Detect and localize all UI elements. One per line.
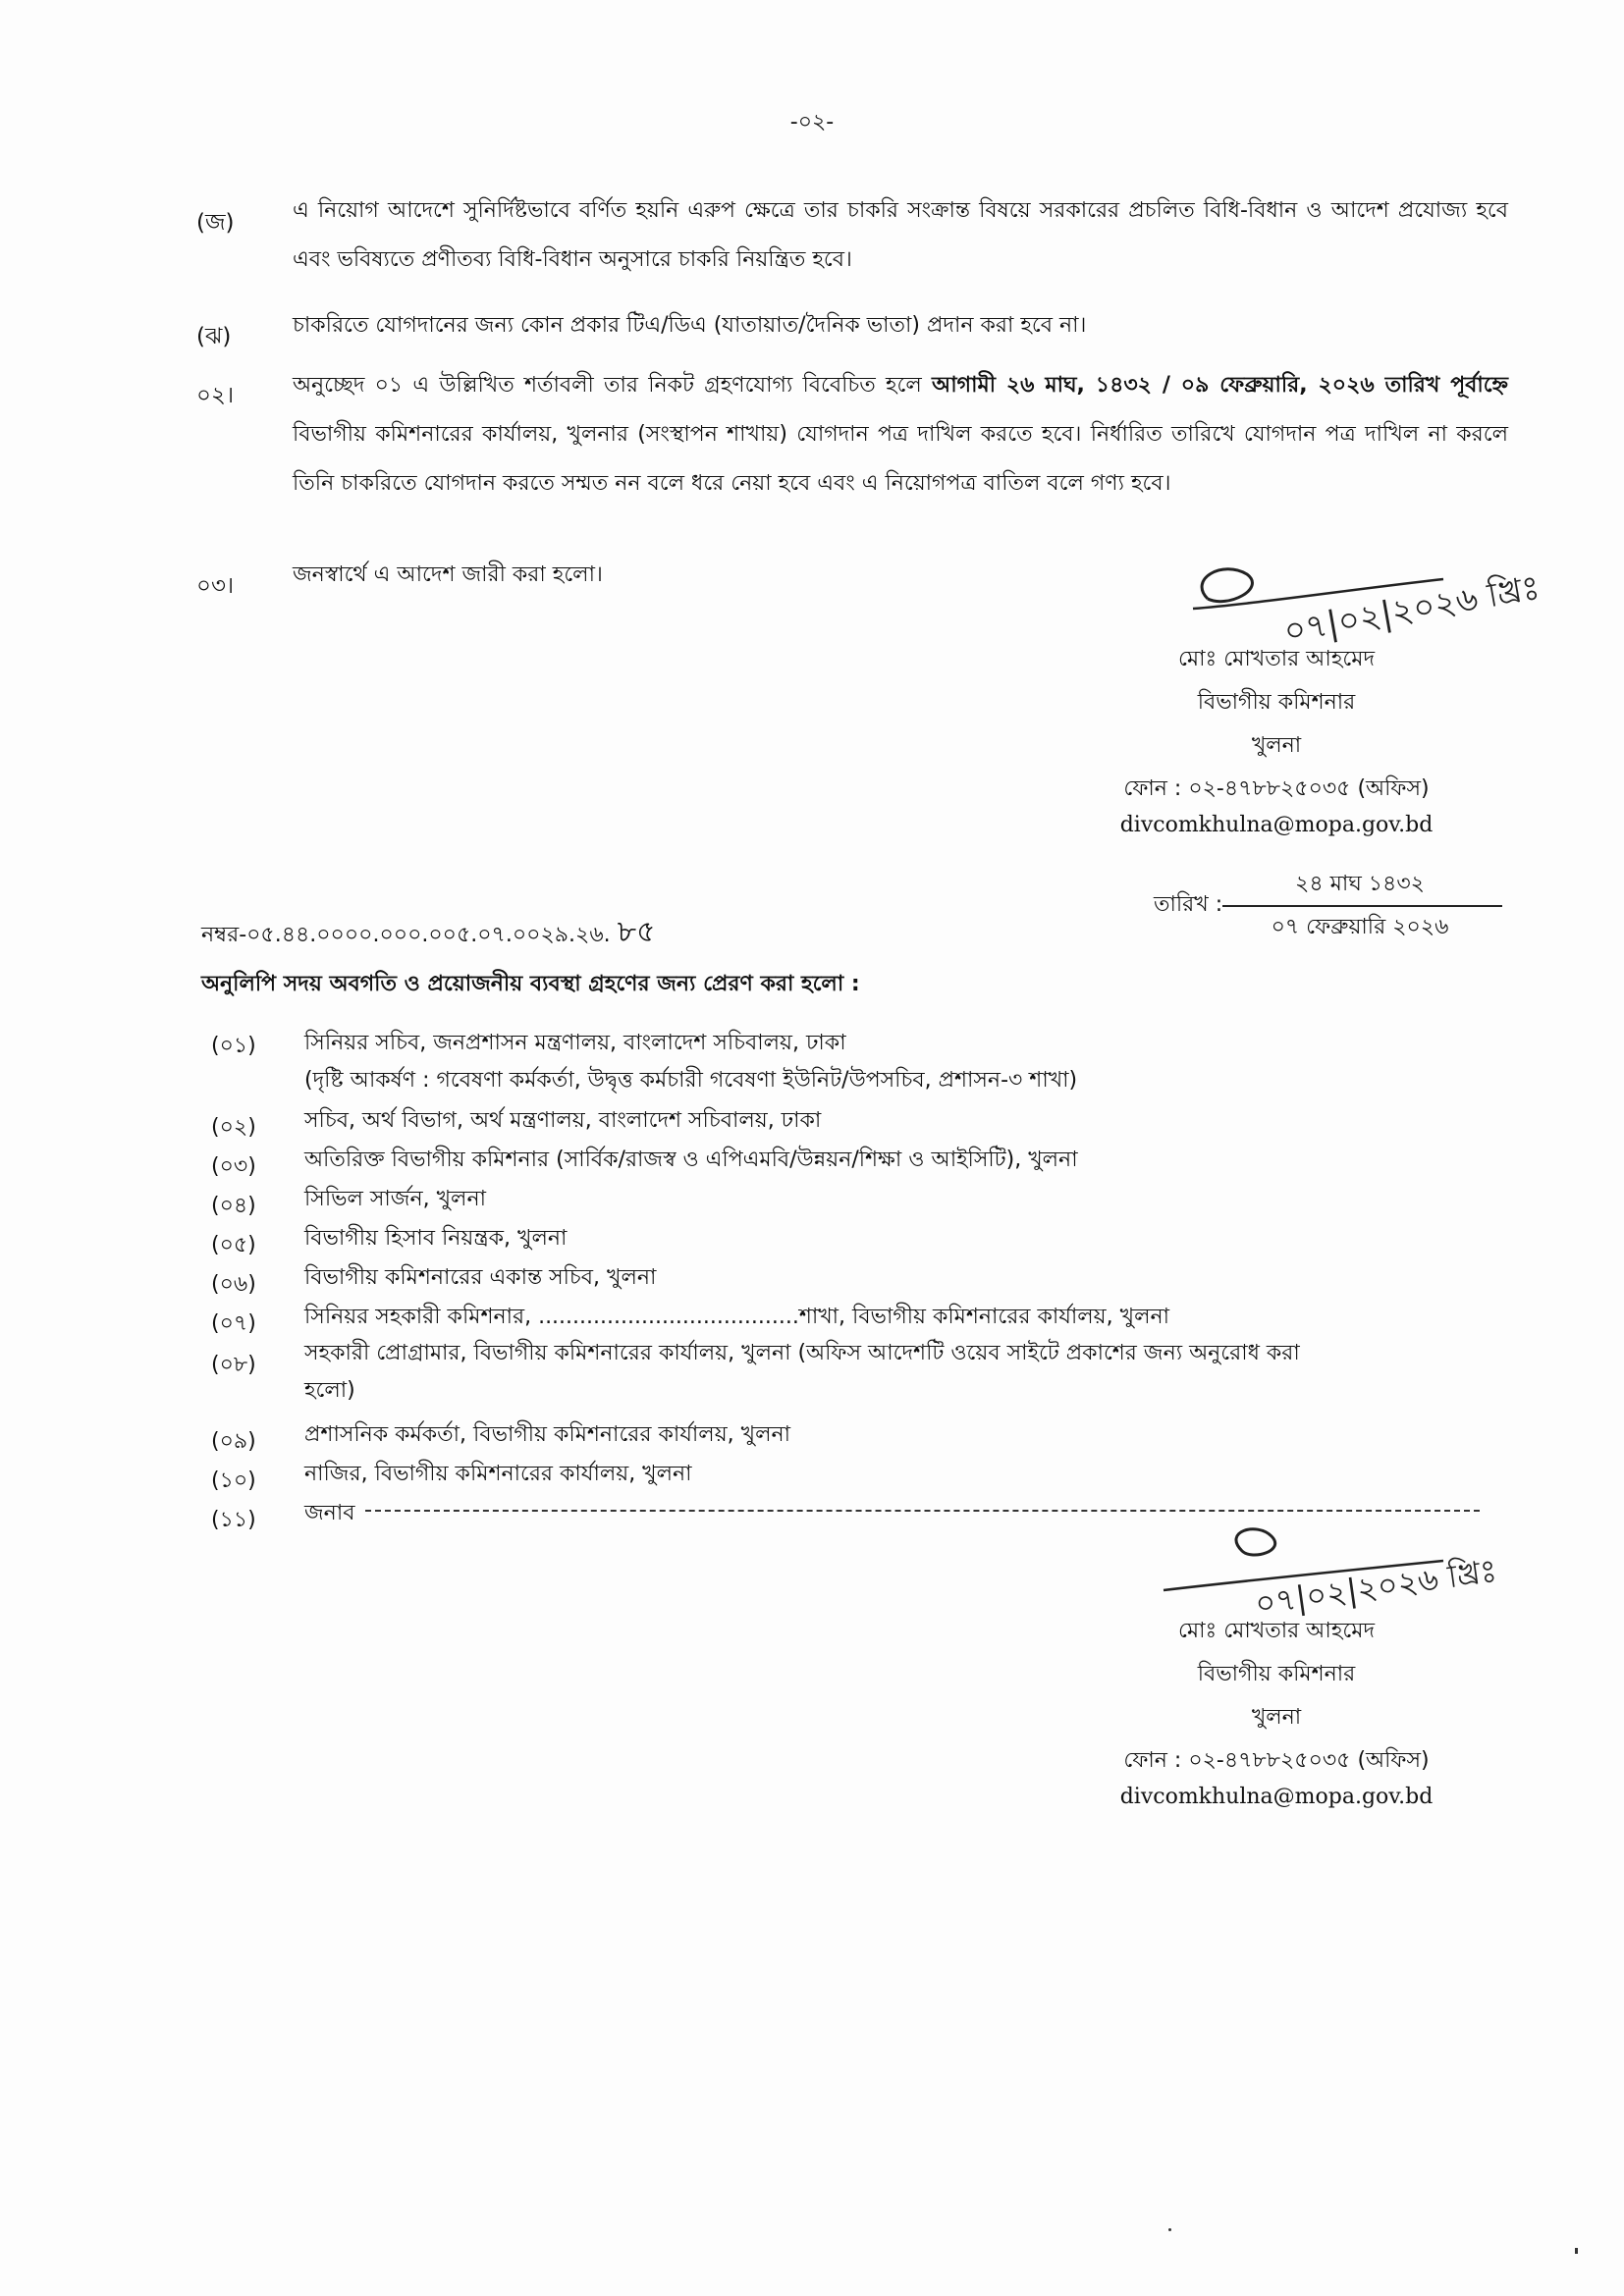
- copy-number: (০৭): [211, 1311, 256, 1336]
- signer-name: মোঃ মোখতার আহমেদ: [1177, 1619, 1376, 1643]
- copy-recipient: নাজির, বিভাগীয় কমিশনারের কার্যালয়, খুলনা: [304, 1462, 692, 1486]
- date-bangla: ২৪ মাঘ ১৪৩২: [1295, 872, 1425, 896]
- copy-heading: অনুলিপি সদয় অবগতি ও প্রয়োজনীয় ব্যবস্থা গ্রহণের জন্য প্রেরণ করা হলো :: [201, 972, 860, 996]
- section-label: ০৩।: [196, 573, 235, 599]
- copy-recipient: সিনিয়র সচিব, জনপ্রশাসন মন্ত্রণালয়, বাংলাদেশ সচিবালয়, ঢাকা: [304, 1031, 846, 1055]
- copy-number: (০৫): [211, 1233, 256, 1257]
- clause-text: চাকরিতে যোগদানের জন্য কোন প্রকার টিএ/ডিএ (যাতায়াত/দৈনিক ভাতা) প্রদান করা হবে না।: [293, 313, 1087, 338]
- memo-number: [201, 915, 656, 950]
- signer-designation: বিভাগীয় কমিশনার: [1197, 1662, 1356, 1686]
- joining-deadline: আগামী ২৬ মাঘ, ১৪৩২ / ০৯ ফেব্রুয়ারি, ২০২৬ তারিখ পূর্বাহ্নে: [932, 373, 1508, 398]
- copy-recipient: সিভিল সার্জন, খুলনা: [304, 1187, 486, 1211]
- date-label: তারিখ :: [1154, 892, 1223, 917]
- section-2-text: অনুচ্ছেদ ০১ এ উল্লিখিত শর্তাবলী তার নিকট গ্রহণযোগ্য বিবেচিত হলে: [293, 373, 933, 398]
- scan-speck: [1168, 2228, 1171, 2231]
- copy-number: (০১): [211, 1034, 256, 1058]
- copy-number: (০২): [211, 1115, 256, 1140]
- signature-2-date: ০৭|০২|২০২৬ খ্রিঃ: [1252, 1551, 1499, 1623]
- signer-phone: ফোন : ০২-৪৭৮৮২৫০৩৫ (অফিস): [1123, 776, 1430, 801]
- signature-1-date: ০৭|০২|২০২৬ খ্রিঃ: [1280, 567, 1543, 652]
- signer-email: divcomkhulna@mopa.gov.bd: [1119, 1785, 1434, 1809]
- copy-recipient: সিনিয়র সহকারী কমিশনার, ......................................শাখা, বিভাগীয় কমিশনারের কার্যালয়, খুলনা: [304, 1305, 1169, 1329]
- section-2-text-cont: বিভাগীয় কমিশনারের কার্যালয়, খুলনার (সংস্থাপন শাখায়) যোগদান পত্র দাখিল করতে হবে। নির্ধারিত তারিখে যোগদান পত্র দাখিল না করলে তিনি চাকরিতে যোগদান করতে সম্মত নন বলে ধরে নেয়া হবে এবং এ নিয়োগপত্র বাতিল বলে গণ্য হবে।: [293, 422, 1508, 496]
- blank-fill-line: [365, 1510, 1480, 1512]
- memo-number-text: নম্বর-০৫.৪৪.০০০০.০০০.০০৫.০৭.০০২৯.২৬.: [201, 923, 611, 947]
- copy-number: (০৩): [211, 1154, 256, 1179]
- memo-number-handwritten: ৮৫: [617, 915, 656, 949]
- copy-recipient-note: হলো): [304, 1378, 355, 1403]
- copy-recipient-note: (দৃষ্টি আকর্ষণ : গবেষণা কর্মকর্তা, উদ্বৃত্ত কর্মচারী গবেষণা ইউনিট/উপসচিব, প্রশাসন-৩ শাখা): [304, 1068, 1078, 1093]
- copy-number: (০৮): [211, 1353, 256, 1377]
- signer-phone: ফোন : ০২-৪৭৮৮২৫০৩৫ (অফিস): [1123, 1748, 1430, 1773]
- signature-block-1: [1110, 638, 1443, 840]
- copy-number: (০৬): [211, 1272, 256, 1297]
- clause-label: (জ): [196, 210, 235, 236]
- signer-location: খুলনা: [1251, 1705, 1302, 1730]
- copy-recipient: বিভাগীয় হিসাব নিয়ন্ত্রক, খুলনা: [304, 1226, 568, 1251]
- signature-2-image: [1149, 1517, 1499, 1625]
- section-label: ০২।: [196, 383, 235, 408]
- copy-recipient: সচিব, অর্থ বিভাগ, অর্থ মন্ত্রণালয়, বাংলাদেশ সচিবালয়, ঢাকা: [304, 1108, 822, 1133]
- clause-label: (ঝ): [196, 324, 232, 349]
- copy-number: (১০): [211, 1468, 256, 1493]
- signer-email: divcomkhulna@mopa.gov.bd: [1119, 813, 1434, 837]
- signer-name: মোঃ মোখতার আহমেদ: [1177, 647, 1376, 671]
- copy-recipient: সহকারী প্রোগ্রামার, বিভাগীয় কমিশনারের কার্যালয়, খুলনা (অফিস আদেশটি ওয়েব সাইটে প্রকাশের জন্য অনুরোধ করা: [304, 1341, 1300, 1365]
- page-number: -০২-: [789, 110, 835, 134]
- copy-recipient: অতিরিক্ত বিভাগীয় কমিশনার (সার্বিক/রাজস্ব ও এপিএমবি/উন্নয়ন/শিক্ষা ও আইসিটি), খুলনা: [304, 1148, 1078, 1172]
- copy-number: (০৯): [211, 1429, 256, 1454]
- date-english: ০৭ ফেব্রুয়ারি ২০২৬: [1271, 915, 1449, 939]
- copy-number: (১১): [211, 1508, 256, 1532]
- signer-designation: বিভাগীয় কমিশনার: [1197, 690, 1356, 715]
- copy-recipient: জনাব: [304, 1501, 355, 1525]
- signature-block-2: [1110, 1610, 1443, 1812]
- section-3-text: জনস্বার্থে এ আদেশ জারী করা হলো।: [293, 562, 603, 587]
- clause-text: এ নিয়োগ আদেশে সুনির্দিষ্টভাবে বর্ণিত হয়নি এরুপ ক্ষেত্রে তার চাকরি সংক্রান্ত বিষয়ে সরকারের প্রচলিত বিধি-বিধান ও আদেশ প্রযোজ্য হবে এবং ভবিষ্যতে প্রণীতব্য বিধি-বিধান অনুসারে চাকরি নিয়ন্ত্রিত হবে।: [293, 198, 1508, 272]
- date-divider: [1222, 905, 1502, 907]
- copy-number: (০৪): [211, 1194, 256, 1218]
- signer-location: খুলনা: [1251, 733, 1302, 758]
- copy-recipient: প্রশাসনিক কর্মকর্তা, বিভাগীয় কমিশনারের কার্যালয়, খুলনা: [304, 1422, 790, 1447]
- scan-speck: [1575, 2248, 1578, 2254]
- section-2-paragraph: [293, 361, 1508, 508]
- copy-recipient: বিভাগীয় কমিশনারের একান্ত সচিব, খুলনা: [304, 1265, 657, 1290]
